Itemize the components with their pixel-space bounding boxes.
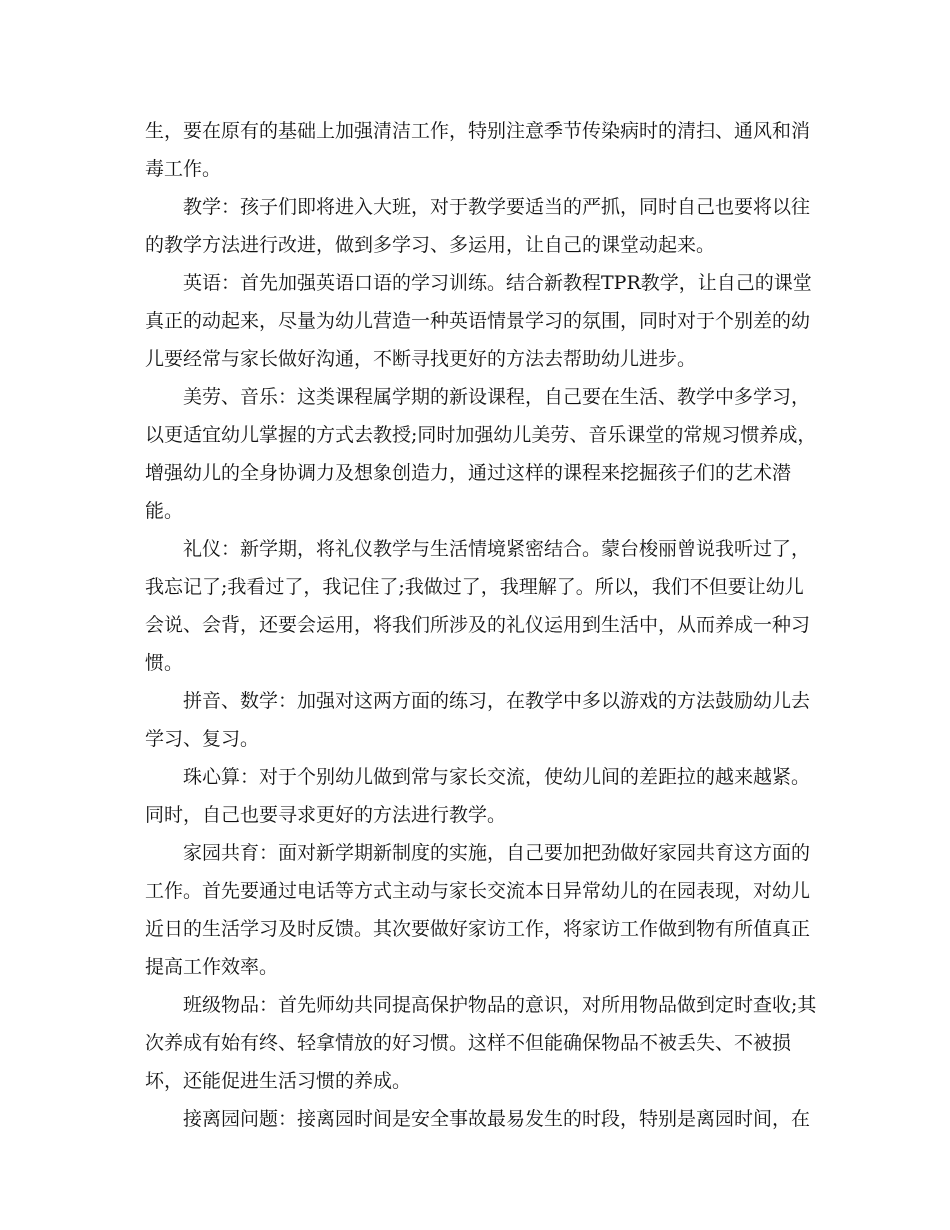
paragraph-class-items: 班级物品：首先师幼共同提高保护物品的意识，对所用物品做到定时查收;其 次养成有始有终、轻拿情放的好习惯。这样不但能确保物品不被丢失、不被损 坏，还能促进生活习惯的养成。 xyxy=(145,994,817,1092)
paragraph-abacus: 珠心算：对于个别幼儿做到常与家长交流，使幼儿间的差距拉的越来越紧。 同时，自己也要寻求更好的方法进行教学。 xyxy=(145,766,811,826)
paragraph-pickup-dropoff: 接离园问题：接离园时间是安全事故最易发生的时段，特别是离园时间，在 xyxy=(145,1108,811,1130)
paragraph-pinyin-math: 拼音、数学：加强对这两方面的练习，在教学中多以游戏的方法鼓励幼儿去 学习、复习。 xyxy=(145,690,811,750)
paragraph-home-school: 家园共育：面对新学期新制度的实施，自己要加把劲做好家园共育这方面的 工作。首先要通过电话等方式主动与家长交流本日异常幼儿的在园表现，对幼儿 近日的生活学习及时反馈。其次要做好家访工作，将家访工作做到物有所值真正 提高工作效率。 xyxy=(145,842,811,978)
paragraph-teaching: 教学：孩子们即将进入大班，对于教学要适当的严抓，同时自己也要将以往 的教学方法进行改进，做到多学习、多运用，让自己的课堂动起来。 xyxy=(145,196,811,256)
document-body xyxy=(145,112,825,1138)
paragraph-etiquette: 礼仪：新学期，将礼仪教学与生活情境紧密结合。蒙台梭丽曾说我听过了， 我忘记了;我看过了，我记住了;我做过了，我理解了。所以，我们不但要让幼儿 会说、会背，还要会运用，将我们所涉及的礼仪运用到生活中，从而养成一种习 惯。 xyxy=(145,538,811,674)
paragraph-art-music: 美劳、音乐：这类课程属学期的新设课程，自己要在生活、教学中多学习， 以更适宜幼儿掌握的方式去教授;同时加强幼儿美劳、音乐课堂的常规习惯养成， 增强幼儿的全身协调力及想象创造力，通过这样的课程来挖掘孩子们的艺术潜 能。 xyxy=(145,386,817,522)
paragraph-hygiene-continued: 生，要在原有的基础上加强清洁工作，特别注意季节传染病时的清扫、通风和消 毒工作。 xyxy=(145,120,811,180)
paragraph-english: 英语：首先加强英语口语的学习训练。结合新教程TPR教学，让自己的课堂 真正的动起来，尽量为幼儿营造一种英语情景学习的氛围，同时对于个别差的幼 儿要经常与家长做好沟通，不断寻找更好的方法去帮助幼儿进步。 xyxy=(145,272,812,370)
